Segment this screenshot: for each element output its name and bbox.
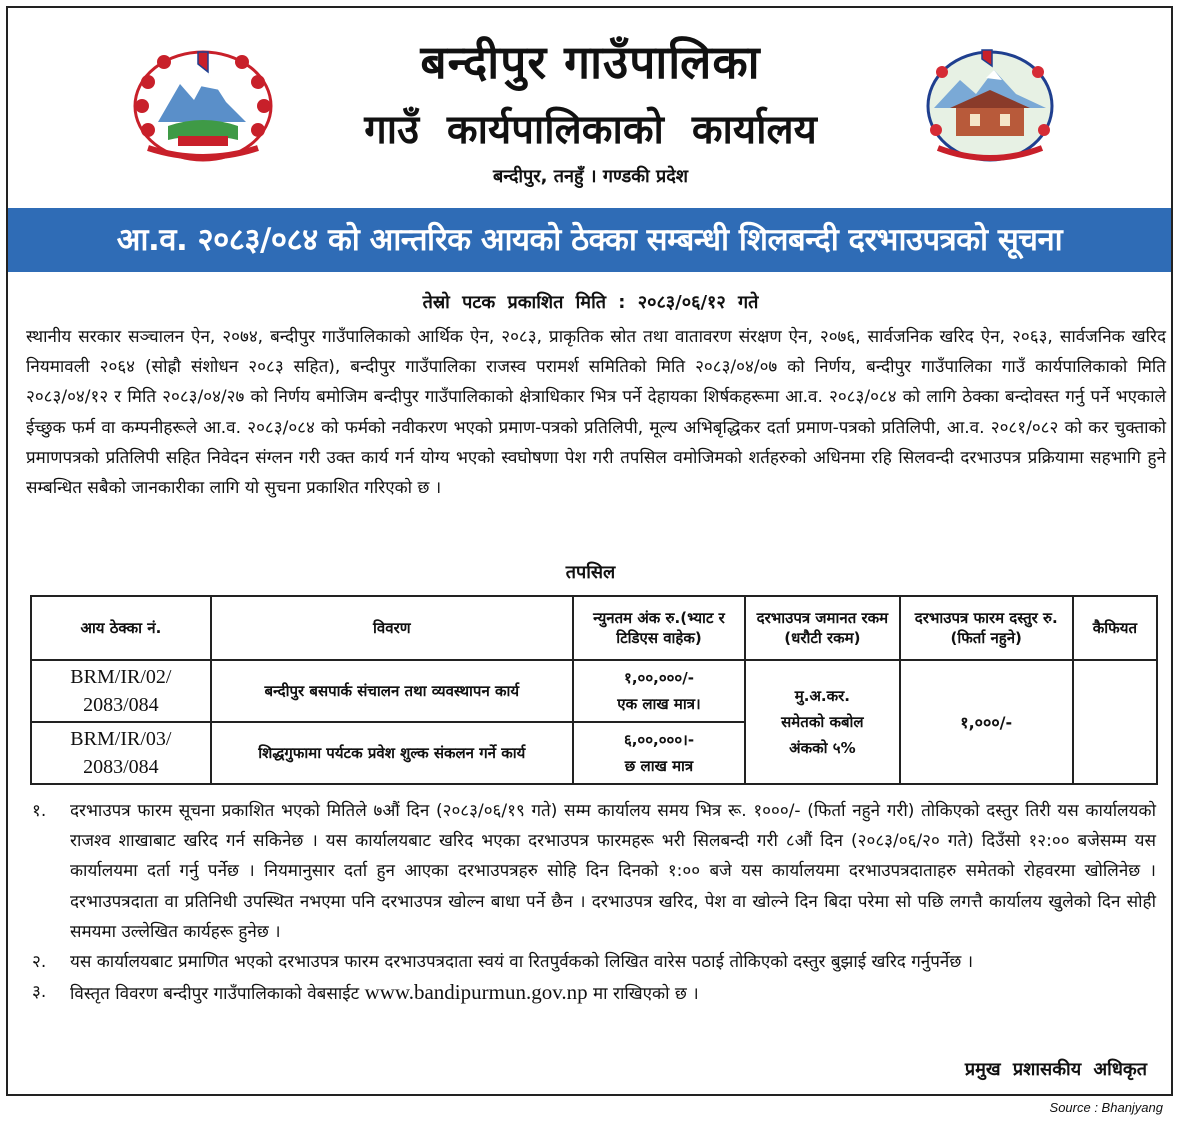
office-address: बन्दीपुर, तनहुँ । गण्डकी प्रदेश (492, 166, 689, 187)
table-row (31, 660, 1157, 722)
term-item (26, 796, 1156, 947)
col-header-form-fee: दरभाउपत्र फारम दस्तुर रु. (फिर्ता नहुने) (900, 596, 1073, 660)
contract-id-line2: 2083/084 (83, 756, 159, 778)
tender-table (30, 595, 1158, 785)
min-amount-cell (573, 660, 745, 722)
form-fee-cell: १,०००/- (900, 660, 1073, 784)
col-header-remarks: कैफियत (1073, 596, 1157, 660)
deposit-line1: मु.अ.कर. (794, 687, 850, 705)
term-item (26, 947, 1156, 977)
remarks-cell (1073, 660, 1157, 784)
term-text: यस कार्यालयबाट प्रमाणित भएको दरभाउपत्र फारम दरभाउपत्रदाता स्वयं वा रितपुर्वकको लिखित वारेस पठाई तोकिएको दस्तुर बुझाई खरिद गर्नुपर्नेछ । (70, 952, 974, 973)
schedule-heading: तपसिल (565, 562, 616, 583)
deposit-line2: समेतको कबोल (781, 713, 864, 731)
signatory-title: प्रमुख प्रशासकीय अधिकृत (964, 1059, 1147, 1080)
contract-id-line2: 2083/084 (83, 694, 159, 716)
notice-banner: आ.व. २०८३/०८४ को आन्तरिक आयको ठेक्का सम्बन्धी शिलबन्दी दरभाउपत्रको सूचना (8, 208, 1171, 272)
col-header-deposit: दरभाउपत्र जमानत रकम (धरौटी रकम) (745, 596, 899, 660)
term-number: ३. (32, 982, 47, 1003)
term-text: दरभाउपत्र फारम सूचना प्रकाशित भएको मितिले ७औं दिन (२०८३/०६/१९ गते) सम्म कार्यालय समय भित्र रू. १०००/- (फिर्ता नहुने गरी) तोकिएको दस्तुर तिरी यस कार्यालयको राजश्व शाखाबाट खरिद गर्न सकिनेछ । यस कार्यालयबाट खरिद भएका दरभाउपत्र फारमहरू भरी सिलबन्दी गरी ८औं दिन (२०८३/०६/२० गते) दिउँसो १२:०० बजेसम्म यस कार्यालयमा दर्ता गर्नु पर्नेछ । नियमानुसार दर्ता हुन आएका दरभाउपत्रहरु सोहि दिन दिनको १:०० बजे यस कार्यालयमा दरभाउपत्रदाताहरु समेतको रोहवरमा खोलिनेछ । दरभाउपत्रदाता वा प्रतिनिधी उपस्थित नभएमा पनि दरभाउपत्र खोल्न बाधा पर्ने छैन । दरभाउपत्र खरिद, पेश वा खोल्ने दिन बिदा परेमा सो पछि लगत्तै कार्यालय खुलेको दिन सोही समयमा उल्लेखित कार्यहरू हुनेछ । (70, 801, 1156, 942)
min-amount-cell (573, 722, 745, 784)
amount-words: छ लाख मात्र (624, 757, 694, 775)
office-title: गाउँ कार्यपालिकाको कार्यालय (364, 107, 817, 153)
deposit-cell (745, 660, 899, 784)
term-number: १. (32, 801, 47, 821)
website-link[interactable]: www.bandipurmun.gov.np (364, 980, 588, 1005)
description-cell: बन्दीपुर बसपार्क संचालन तथा व्यवस्थापन कार्य (211, 660, 573, 722)
description-cell: शिद्धगुफामा पर्यटक प्रवेश शुल्क संकलन गर्ने कार्य (211, 722, 573, 784)
publication-date: तेस्रो पटक प्रकाशित मिति : २०८३/०६/१२ गते (422, 292, 759, 313)
col-header-description: विवरण (211, 596, 573, 660)
col-header-id: आय ठेक्का नं. (31, 596, 211, 660)
col-header-min-amount: न्युनतम अंक रु.(भ्याट र टिडिएस वाहेक) (573, 596, 745, 660)
amount-figure: ६,००,०००।- (623, 731, 695, 749)
term-text-before: विस्तृत विवरण बन्दीपुर गाउँपालिकाको वेबसाईट (70, 984, 360, 1005)
notice-body-paragraph: स्थानीय सरकार सञ्चालन ऐन, २०७४, बन्दीपुर गाउँपालिकाको आर्थिक ऐन, २०८३, प्राकृतिक स्रोत तथा वातावरण संरक्षण ऐन, २०७६, सार्वजनिक खरिद ऐन, २०६३, सार्वजनिक खरिद नियमावली २०६४ (सोह्रौ संशोधन २०८३ सहित), बन्दीपुर गाउँपालिका राजस्व परामर्श समितिको मिति २०८३/०४/०७ को निर्णय, बन्दीपुर गाउँपालिका गाउँ कार्यपालिकाको मिति २०८३/०४/१२ र मिति २०८३/०४/२७ को निर्णय बमोजिम बन्दीपुर गाउँपालिकाको क्षेत्राधिकार भित्र पर्ने देहायका शिर्षकहरूमा आ.व. २०८३/०८४ को लागि ठेक्का बन्दोवस्त गर्नु पर्ने भएकाले ईच्छुक फर्म वा कम्पनीहरूले आ.व. २०८३/०८४ को फर्मको नवीकरण भएको प्रमाण-पत्रको प्रतिलिपी, मूल्य अभिबृद्धिकर दर्ता प्रमाण-पत्रको प्रतिलिपी, आ.व. २०८१/०८२ को कर चुक्ताको प्रमाणपत्रको प्रतिलिपी सहित निवेदन संग्लन गरी उक्त कार्य गर्न योग्य भएको स्वघोषणा पेश गरी तपसिल वमोजिमको शर्तहरुको अधिनमा रहि सिलवन्दी दरभाउपत्र प्रक्रियामा सहभागि हुने सम्बन्धित सबैको जानकारीका लागि यो सुचना प्रकाशित गरिएको छ । (26, 327, 1166, 499)
contract-id-line1: BRM/IR/02/ (70, 666, 172, 688)
term-item (26, 977, 1156, 1009)
amount-words: एक लाख मात्र। (617, 695, 701, 713)
municipality-title: बन्दीपुर गाउँपालिका (420, 35, 761, 89)
table-header-row (31, 596, 1157, 660)
contract-id-line1: BRM/IR/03/ (70, 728, 172, 750)
contract-id-cell (31, 722, 211, 784)
contract-id-cell (31, 660, 211, 722)
term-number: २. (32, 952, 47, 973)
deposit-line3: अंकको ५% (789, 739, 856, 757)
amount-figure: १,००,०००/- (624, 669, 694, 687)
source-credit: Source : Bhanjyang (1049, 1100, 1163, 1115)
term-text-after: मा राखिएको छ । (593, 984, 699, 1005)
terms-list (26, 796, 1156, 1009)
